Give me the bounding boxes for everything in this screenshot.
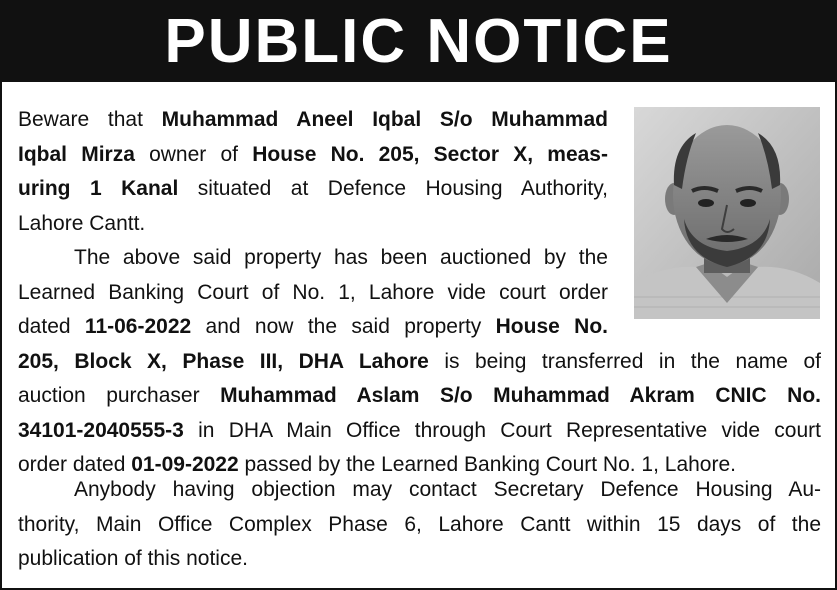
p1-line-1: [18, 103, 608, 138]
p2-line-4: [18, 345, 821, 380]
property-size: uring 1 Kanal: [18, 177, 179, 200]
paragraph-ownership: [18, 103, 608, 241]
text: is being transferred in the name of: [428, 349, 821, 373]
property-address-cont: 205, Block X, Phase III, DHA Lahore: [18, 349, 429, 373]
text: situated at Defence Housing Authority,: [178, 177, 608, 200]
cnic-number: 34101-2040555-3: [18, 418, 184, 442]
notice-header: [2, 2, 835, 82]
text: in DHA Main Office through Court Representative vide court: [183, 418, 821, 442]
owner-name: Muhammad Aneel Iqbal S/o Muhammad: [161, 108, 608, 131]
property-address: House No. 205, Sector X, meas-: [252, 142, 608, 166]
text: order dated: [18, 453, 132, 476]
text: and now the said property: [191, 315, 496, 338]
p1-line-3: [18, 172, 608, 207]
p3-line-1: Anybody having objection may contact Secretary Defence Housing Au-: [74, 478, 821, 501]
text: auction purchaser: [18, 384, 221, 407]
p2-line-6: [18, 414, 821, 449]
text: owner of: [134, 142, 253, 166]
owner-name-cont: Iqbal Mirza: [18, 142, 135, 166]
p2-line-3: [18, 310, 608, 345]
auction-date: 11-06-2022: [84, 315, 192, 338]
p2-line-5: [18, 379, 821, 414]
p2-line-2: Learned Banking Court of No. 1, Lahore vide court order: [18, 280, 608, 304]
property-address: House No.: [495, 315, 609, 338]
text: passed by the Learned Banking Court No. 1, Lahore.: [238, 453, 736, 476]
p1-line-4: Lahore Cantt.: [18, 211, 146, 235]
notice-title: PUBLIC NOTICE: [164, 7, 673, 76]
p3-line-3: publication of this notice.: [18, 547, 248, 570]
text: dated: [18, 315, 85, 338]
p2-line-1: The above said property has been auctioned by the: [74, 246, 608, 269]
text: Beware that: [18, 108, 162, 131]
court-order-date: 01-09-2022: [131, 453, 239, 476]
p3-line-2: thority, Main Office Complex Phase 6, Lahore Cantt within 15 days of the: [18, 512, 821, 536]
purchaser-name: Muhammad Aslam S/o Muhammad Akram CNIC No.: [220, 384, 821, 407]
paragraph-auction: [18, 241, 821, 483]
p1-line-2: [18, 138, 608, 173]
paragraph-objection: [18, 473, 821, 577]
